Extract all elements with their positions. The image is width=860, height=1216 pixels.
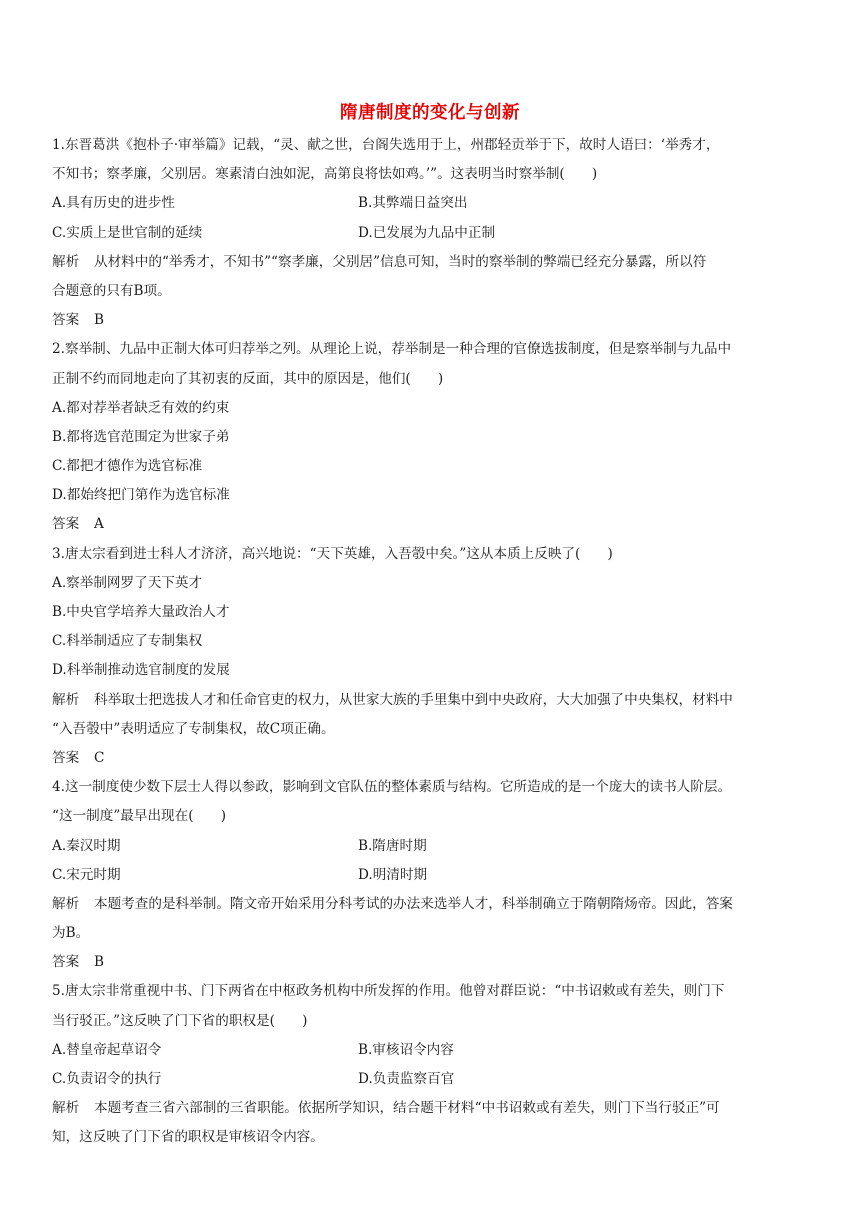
question-5 bbox=[52, 977, 810, 1152]
q4-analysis-line-2: 为B。 bbox=[52, 925, 90, 942]
q5-analysis-line-2: 知，这反映了门下省的职权是审核诏令内容。 bbox=[52, 1129, 324, 1146]
q2-answer bbox=[52, 510, 810, 539]
q5-option-b: B.审核诏令内容 bbox=[358, 1041, 454, 1058]
q4-option-d: D.明清时期 bbox=[358, 866, 428, 883]
q4-analysis-line-1 bbox=[52, 890, 810, 919]
q3-answer bbox=[52, 744, 810, 773]
q1-analysis-line-1 bbox=[52, 248, 810, 277]
q3-answer-value: C bbox=[94, 749, 105, 766]
q1-answer bbox=[52, 306, 810, 335]
q3-option-d: D.科举制推动选官制度的发展 bbox=[52, 662, 230, 679]
answer-label: 答案 bbox=[52, 749, 80, 766]
answer-label: 答案 bbox=[52, 954, 80, 971]
q3-option-a: A.察举制网罗了天下英才 bbox=[52, 574, 203, 591]
q4-stem-line-2: “这一制度”最早出现在( ) bbox=[52, 808, 227, 825]
q2-stem-line-1: 2.察举制、九品中正制大体可归荐举之列。从理论上说，荐举制是一种合理的官僚选拔制度，但是察举制与九品中 bbox=[52, 341, 732, 358]
q4-answer-value: B bbox=[94, 954, 104, 971]
q2-option-c: C.都把才德作为选官标准 bbox=[52, 458, 203, 475]
q5-option-d: D.负责监察百官 bbox=[358, 1071, 455, 1087]
q3-option-b: B.中央官学培养大量政治人才 bbox=[52, 604, 230, 620]
q1-analysis-line-2: 合题意的只有B项。 bbox=[52, 282, 171, 299]
q4-stem-line-1: 4.这一制度使少数下层士人得以参政，影响到文官队伍的整体素质与结构。它所造成的是一个庞大的读书人阶层。 bbox=[52, 779, 732, 796]
q4-analysis-text-1: 本题考查的是科举制。隋文帝开始采用分科考试的办法来选举人才，科举制确立于隋朝隋炀帝。因此，答案 bbox=[94, 895, 733, 912]
q3-analysis-text-1: 科举取士把选拔人才和任命官吏的权力，从世家大族的手里集中到中央政府，大大加强了中央集权，材料中 bbox=[94, 691, 733, 708]
q1-stem-line-2: 不知书；察孝廉，父别居。寒素清白浊如泥，高第良将怯如鸡。’”。这表明当时察举制( ) bbox=[52, 166, 598, 183]
q5-options-row-1 bbox=[52, 1036, 810, 1065]
question-list bbox=[52, 131, 810, 1153]
question-4 bbox=[52, 773, 810, 977]
q1-stem-line-1: 1.东晋葛洪《抱朴子·审举篇》记载，“灵、献之世，台阁失选用于上，州郡轻贡举于下，故时人语曰：‘举秀才， bbox=[52, 137, 720, 153]
q4-options-row-2 bbox=[52, 861, 810, 890]
q3-option-c: C.科举制适应了专制集权 bbox=[52, 633, 203, 650]
q2-option-d: D.都始终把门第作为选官标准 bbox=[52, 487, 230, 504]
q2-answer-value: A bbox=[94, 516, 104, 533]
q1-option-b: B.其弊端日益突出 bbox=[358, 195, 468, 212]
analysis-label: 解析 bbox=[52, 253, 80, 270]
q4-options-row-1 bbox=[52, 832, 810, 861]
q2-option-a: A.都对荐举者缺乏有效的约束 bbox=[52, 399, 230, 416]
question-3 bbox=[52, 540, 810, 774]
answer-label: 答案 bbox=[52, 312, 80, 329]
answer-label: 答案 bbox=[52, 516, 80, 533]
q1-options-row-1 bbox=[52, 189, 810, 218]
q4-option-a: A.秦汉时期 bbox=[52, 837, 121, 854]
q5-options-row-2 bbox=[52, 1065, 810, 1094]
question-2 bbox=[52, 335, 810, 539]
q1-analysis-text-1: 从材料中的“举秀才，不知书”“察孝廉，父别居”信息可知，当时的察举制的弊端已经充分暴露，所以符 bbox=[94, 253, 707, 270]
q1-option-a: A.具有历史的进步性 bbox=[52, 195, 175, 212]
analysis-label: 解析 bbox=[52, 1100, 80, 1117]
q1-answer-value: B bbox=[94, 312, 104, 329]
q3-analysis-line-2: “入吾彀中”表明适应了专制集权，故C项正确。 bbox=[52, 720, 335, 737]
question-1 bbox=[52, 131, 810, 335]
q2-stem-line-2: 正制不约而同地走向了其初衷的反面，其中的原因是，他们( ) bbox=[52, 370, 444, 387]
q1-option-d: D.已发展为九品中正制 bbox=[358, 224, 496, 241]
q1-options-row-2 bbox=[52, 219, 810, 248]
q5-option-a: A.替皇帝起草诏令 bbox=[52, 1041, 162, 1058]
q1-option-c: C.实质上是世官制的延续 bbox=[52, 224, 203, 241]
document-title: 隋唐制度的变化与创新 bbox=[340, 103, 520, 123]
q5-analysis-line-1 bbox=[52, 1094, 810, 1123]
q3-analysis-line-1 bbox=[52, 686, 810, 715]
q4-option-b: B.隋唐时期 bbox=[358, 837, 427, 854]
q4-answer bbox=[52, 948, 810, 977]
q3-stem-line-1: 3.唐太宗看到进士科人才济济，高兴地说：“天下英雄，入吾彀中矣。”这从本质上反映了( ) bbox=[52, 545, 613, 562]
analysis-label: 解析 bbox=[52, 895, 80, 912]
q2-option-b: B.都将选官范围定为世家子弟 bbox=[52, 428, 230, 445]
analysis-label: 解析 bbox=[52, 691, 80, 708]
q5-stem-line-2: 当行驳正。”这反映了门下省的职权是( ) bbox=[52, 1012, 308, 1029]
q4-option-c: C.宋元时期 bbox=[52, 866, 121, 883]
q5-analysis-text-1: 本题考查三省六部制的三省职能。依据所学知识，结合题干材料“中书诏敕或有差失，则门下当行驳正”可 bbox=[94, 1100, 720, 1117]
q5-stem-line-1: 5.唐太宗非常重视中书、门下两省在中枢政务机构中所发挥的作用。他曾对群臣说：“中书诏敕或有差失，则门下 bbox=[52, 983, 725, 1000]
q5-option-c: C.负责诏令的执行 bbox=[52, 1071, 162, 1087]
